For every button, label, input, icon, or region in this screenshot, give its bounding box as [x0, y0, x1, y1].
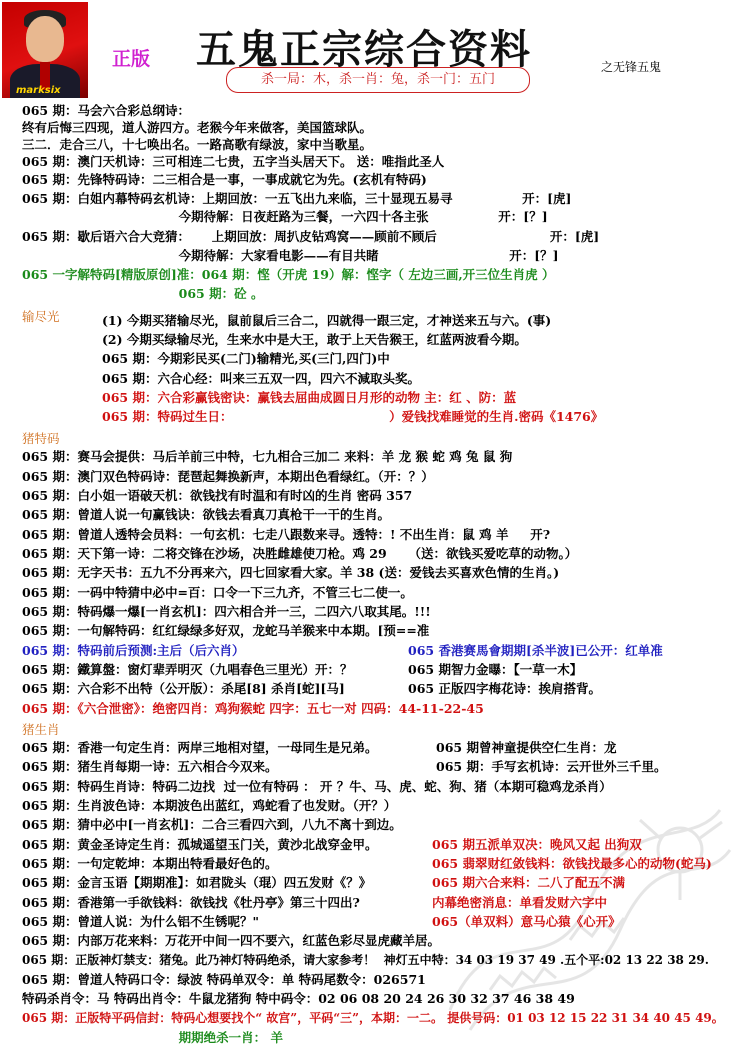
section-heading: 猪生肖	[22, 722, 60, 737]
text-line: 终有后悔三四现，道人游四方。老猴今年来做客，美国篮球队。	[22, 120, 373, 135]
section-heading: 猪特码	[22, 431, 60, 446]
text-line: 今期待解：大家看电影——有目共睹 开：[？]	[22, 248, 559, 263]
text-line-right: 065 期五派单双决：晚风又起 出狗双	[432, 837, 642, 852]
text-line: (2) 今期买绿输尽光，生来水中是大王，敢于上天告猴王，红蓝两波看今期。	[102, 332, 527, 347]
text-line-right: 065 正版四字梅花诗：挨肩搭背。	[408, 681, 601, 696]
text-line: 三二．走合三八，十七唤出名。一路高歌有绿波，家中当歌星。	[22, 137, 373, 152]
text-line: 065 期：六合心经：叫来三五双一四，四六不減取头奖。	[102, 371, 420, 386]
text-line: 065 期：马会六合彩总纲诗：	[22, 103, 190, 118]
text-line: 065 期：先锋特码诗：二三相合是一事，一事成就它为先。(玄机有特码)	[22, 172, 427, 187]
text-line: 065 期：香港一句定生肖：两岸三地相对望，一母同生是兄弟。	[22, 740, 378, 755]
text-line: 065 期：赛马会提供：马后羊前三中特，七九相合三加二 来料：羊 龙 猴 蛇 鸡 兔 鼠 狗	[22, 449, 513, 464]
text-line: 065 期：香港第一手欲钱料：欲钱找《牡丹亭》第三十四出?	[22, 895, 360, 910]
text-line: 065 期：无字天书：五九不分再来六，四七回家看大家。羊 38 (送：爱钱去买喜欢色情的生肖。)	[22, 565, 560, 580]
text-line-right: 内幕绝密消息：单看发财六字中	[432, 895, 608, 910]
text-line: 065 期：澳门双色特码诗：琵琶起舞换新声，本期出色看绿红。（开：？）	[22, 469, 434, 484]
text-line: 065 期：一码中特猜中必中=百：口令一下三九齐，不管三七二使一。	[22, 585, 413, 600]
text-line: 065 期：曾道人透特会员料：一句玄机：七走八跟数来寻。透特：! 不出生肖：鼠 鸡 羊 开?	[22, 527, 551, 542]
text-line: 065 期：白姐内幕特码玄机诗：上期回放：一五飞出九来临，三十显现五易寻 开：[虎]	[22, 191, 572, 206]
text-line: 065 期：猪生肖每期一诗：五六相合今双来。	[22, 759, 278, 774]
text-line: 065 期：正版神灯禁支：猪兔。此乃神灯特码绝杀，请大家参考！ 神灯五中特：34 03 19 37 49 .五个平:02 13 22 38 29.	[22, 953, 709, 967]
section-heading: 输尽光	[22, 309, 60, 324]
text-line: 065 期：六合彩赢钱密诀：赢钱去屈曲成圆日月形的动物 主：红 、防：蓝	[102, 390, 517, 405]
text-line: 065 期：特码过生日： ）爱钱找难睡觉的生肖.密码《1476》	[102, 409, 604, 424]
text-line: 065 一字解特码[精版原创]准：064 期：悭（开虎 19）解：悭字（ 左边三画,开三位生肖虎 ）	[22, 267, 555, 282]
edition-badge: 正版	[112, 48, 151, 70]
text-line: 065 期：特码生肖诗：特码二边找 过一位有特码 ： 开 ？牛、马、虎、蛇、狗、猪（本期可稳鸡龙杀肖）	[22, 779, 612, 794]
text-line-right: 065 期六合来料：二八了配五不满	[432, 875, 625, 890]
text-line: 065 期：六合彩不出特（公开版）：杀尾[8] 杀肖[蛇][马]	[22, 681, 345, 696]
text-line: 065 期：白小姐一语破天机：欲钱找有时温和有时凶的生肖 密码 357	[22, 488, 413, 503]
avatar-face	[26, 16, 64, 62]
text-line-right: 065 期智力金曝：【一草一木】	[408, 662, 583, 677]
text-line: 065 期：内部万花来料：万花开中间一四不要六，红蓝色彩尽显虎藏羊居。	[22, 933, 440, 948]
text-line: 065 期：砼 。	[22, 286, 264, 301]
subtitle-banner: 杀一局：木，杀一肖：兔，杀一门：五门	[226, 67, 530, 93]
text-line: 期期绝杀一肖： 羊	[22, 1030, 284, 1045]
text-line: 特码杀肖令：马 特码出肖令：牛鼠龙猪狗 特中码令：02 06 08 20 24 26 30 32 37 46 38 49	[22, 991, 575, 1006]
avatar	[2, 2, 88, 98]
text-line: 065 期：一句解特码：红红绿绿多好双，龙蛇马羊猴来中本期。[预==准	[22, 623, 430, 638]
text-line-right: 065（单双料）意马心猿《心开》	[432, 914, 621, 929]
text-line-right: 065 期曾神童提供空仁生肖：龙	[436, 740, 617, 755]
logo-text: marksix	[16, 85, 61, 96]
text-line: 今期待解：日夜赶路为三餐，一六四十各主张 开：[？]	[22, 209, 548, 224]
text-line-right: 065 香港赛馬會期期[杀半波]已公开：红单准	[408, 643, 663, 658]
text-line: 065 期：金言玉语【期期准】：如君陇头（琨）四五发财《？》	[22, 875, 372, 890]
text-line: 065 期：特码前后预测:主后（后六肖）	[22, 643, 245, 658]
byline: 之无锋五鬼	[601, 60, 662, 74]
text-line: 065 期：曾道人特码口令：绿波 特码单双令：单 特码尾数令：026571	[22, 972, 426, 987]
text-line: 065 期：曾道人说一句赢钱诀：欲钱去看真刀真枪干一干的生肖。	[22, 507, 390, 522]
text-line: 065 期：特码爆一爆[一肖玄机]：四六相合并一三，二四六八取其尾。!!!	[22, 604, 431, 619]
text-line: 065 期：澳门天机诗：三可相连二七贵，五字当头居天下。 送：唯指此圣人	[22, 154, 445, 169]
text-line: 065 期：生肖波色诗：本期波色出蓝红，鸡蛇看了也发财。（开？）	[22, 798, 397, 813]
text-line: 065 期：猜中必中[一肖玄机]：二合三看四六到，八九不离十到边。	[22, 817, 402, 832]
text-line: (1) 今期买猪输尽光，鼠前鼠后三合二，四就得一跟三定，才神送来五与六。(事)	[102, 313, 552, 328]
text-line: 065 期：《六合泄密》：绝密四肖：鸡狗猴蛇 四字：五七一对 四码：44-11-22-45	[22, 701, 484, 716]
text-line: 065 期：黄金圣诗定生肖：孤城遥望玉门关，黄沙北战穿金甲。	[22, 837, 378, 852]
text-line: 065 期：歇后语六合大竞猜： 上期回放：周扒皮钻鸡窝——顾前不顾后 开：[虎]	[22, 229, 600, 244]
text-line-right: 065 翡翠财红敛钱料：欲钱找最多心的动物(蛇马)	[432, 856, 712, 871]
text-line: 065 期：鐵算盤：窗灯辈弄明灭（九唱春色三里光）开：？	[22, 662, 353, 677]
text-line: 065 期：今期彩民买(二门)输精光,买(三门,四门)中	[102, 351, 390, 366]
text-line: 065 期：一句定乾坤：本期出特看最好色的。	[22, 856, 278, 871]
page-title: 五鬼正宗综合资料	[196, 26, 532, 73]
text-line: 065 期：正版特平码信封：特码心想要找个“ 故宫”，平码“三”，本期：一二。 提供号码：01 03 12 15 22 31 34 40 45 49。	[22, 1011, 724, 1025]
text-line: 065 期：天下第一诗：二将交锋在沙场，决胜雌雄使刀枪。鸡 29 （送：欲钱买爱吃草的动物。）	[22, 546, 578, 561]
text-line: 065 期：曾道人说：为什么铝不生锈呢？"	[22, 914, 259, 929]
text-line-right: 065 期：手写玄机诗：云开世外三千里。	[436, 759, 667, 774]
